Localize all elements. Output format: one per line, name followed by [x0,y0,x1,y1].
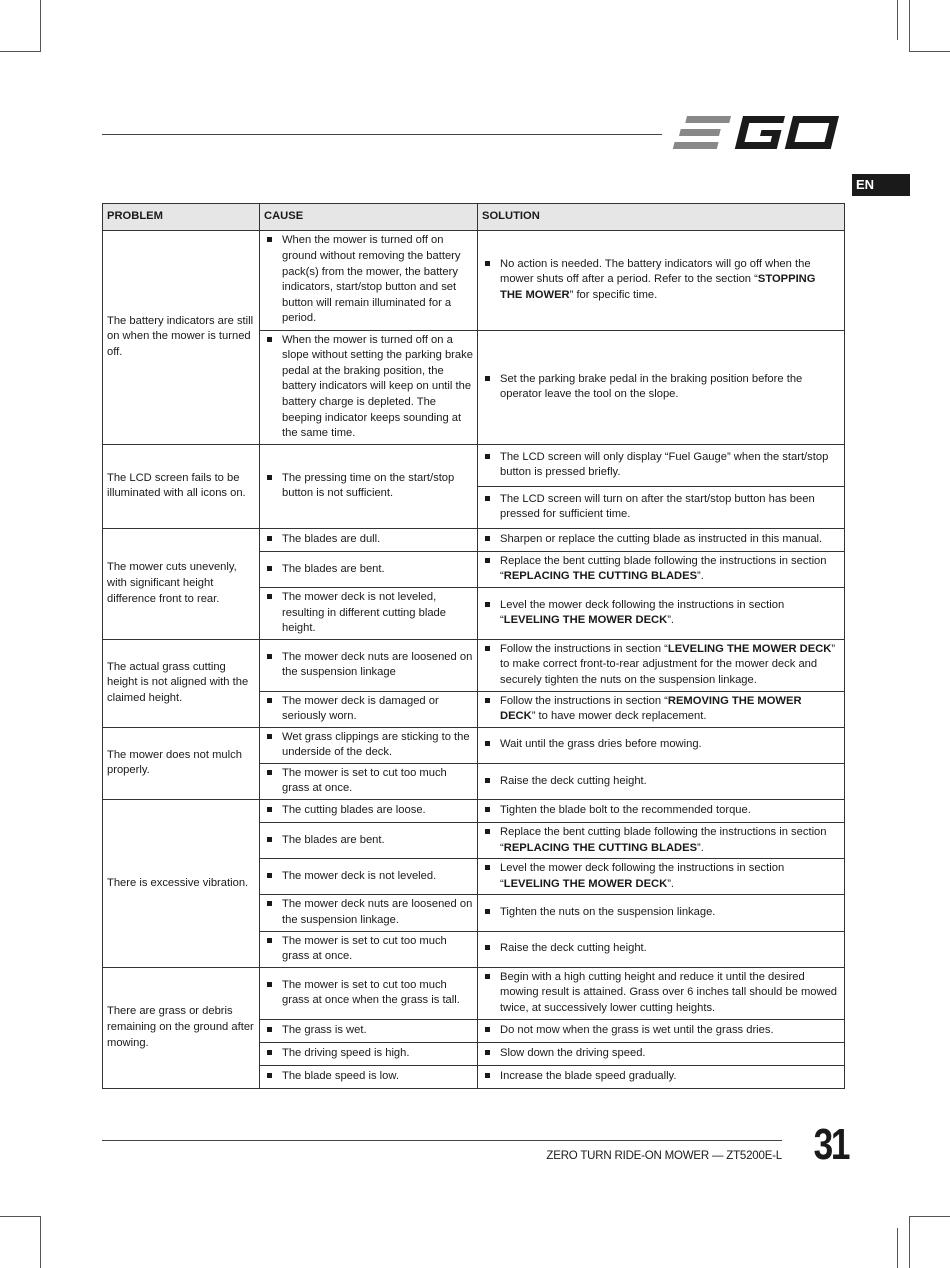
bullet-square-icon [485,1027,490,1032]
bullet-square-icon [267,837,272,842]
crop-mark [909,1216,950,1217]
cause-cell [260,330,478,444]
solution-cell [478,931,845,967]
solution-item [482,492,840,523]
solution-cell [478,895,845,931]
bullet-square-icon [267,938,272,943]
table-row [103,444,845,486]
solution-item [482,598,840,629]
cause-cell [260,859,478,895]
cause-item-text: The mower is set to cut too much grass at once. [282,934,447,963]
solution-item-text: Follow the instructions in section “REMOVING THE MOWER DECK” to have mower deck replacement. [500,694,802,723]
solution-item-text: Level the mower deck following the instructions in section “LEVELING THE MOWER DECK”. [500,598,785,627]
solution-cell [478,444,845,486]
cause-item [264,1069,473,1085]
solution-item-text: Tighten the blade bolt to the recommended torque. [500,804,751,817]
problem-cell: The LCD screen fails to be illuminated with all icons on. [103,444,260,528]
cause-item [264,333,473,442]
solution-item [482,774,840,790]
cause-item [264,694,473,725]
bullet-square-icon [485,829,490,834]
solution-item [482,642,840,689]
solution-item-text: Begin with a high cutting height and reduce it until the desired mowing result is attained. Grass over 6 inches tall should be mowed twice, at successively lower cutting heights. [500,970,838,1014]
bullet-square-icon [485,974,490,979]
bullet-square-icon [267,566,272,571]
cause-cell [260,1042,478,1065]
solution-item [482,861,840,892]
cause-item [264,233,473,327]
solution-item-text: Replace the bent cutting blade following the instructions in section “REPLACING THE CUTTING BLADES”. [500,826,827,854]
solution-cell [478,1065,845,1088]
cause-cell [260,528,478,551]
cause-item [264,978,473,1009]
header-rule [102,134,662,135]
cause-item-text: The blades are bent. [282,562,385,575]
problem-cell: The actual grass cutting height is not aligned with the claimed height. [103,639,260,727]
cause-item-text: The mower deck nuts are loosened on the suspension linkage. [282,898,473,927]
header-problem: PROBLEM [103,204,260,231]
bullet-square-icon [267,982,272,987]
crop-mark [897,1228,898,1268]
cause-item-text: When the mower is turned off on a slope without setting the parking brake pedal at the braking position, the battery indicators will keep on until the battery charge is depleted. The beeping indicator keeps sounding at the same time. [282,333,473,440]
bullet-square-icon [267,734,272,739]
solution-item-text: Set the parking brake pedal in the braking position before the operator leave the tool on the slope. [500,372,803,401]
solution-item-text: Tighten the nuts on the suspension linkage. [500,906,716,919]
solution-item-text: Increase the blade speed gradually. [500,1069,677,1082]
solution-item [482,257,840,304]
cause-item [264,650,473,681]
bullet-square-icon [267,1050,272,1055]
cause-cell [260,931,478,967]
cause-item-text: The mower deck is not leveled. [282,870,437,883]
cause-item [264,532,473,548]
cause-item-text: Wet grass clippings are sticking to the underside of the deck. [282,730,470,759]
solution-item-text: The LCD screen will turn on after the start/stop button has been pressed for sufficient time. [500,492,815,521]
cause-item [264,897,473,928]
solution-cell [478,727,845,763]
bullet-square-icon [267,594,272,599]
cause-item-text: The blades are bent. [282,833,385,846]
bullet-square-icon [267,873,272,878]
bullet-square-icon [267,901,272,906]
solution-item [482,803,840,819]
solution-item-text: Do not mow when the grass is wet until the grass dries. [500,1023,774,1036]
solution-cell [478,639,845,691]
cause-item [264,1046,473,1062]
solution-cell [478,859,845,895]
bullet-square-icon [267,337,272,342]
cause-item-text: The blades are dull. [282,532,381,545]
problem-cell: The battery indicators are still on when the mower is turned off. [103,230,260,444]
cause-item-text: The mower is set to cut too much grass at once. [282,766,447,795]
bullet-square-icon [485,646,490,651]
bullet-square-icon [485,376,490,381]
solution-item [482,554,840,585]
bullet-square-icon [485,558,490,563]
solution-item [482,970,840,1017]
cause-item [264,766,473,797]
language-tab: EN [852,174,910,196]
cause-cell [260,823,478,859]
cause-item-text: When the mower is turned off on ground without removing the battery pack(s) from the mower, the battery indicators, start/stop button and set button will remain illuminated for a period. [282,234,461,325]
crop-mark [0,51,40,52]
footer-title: ZERO TURN RIDE-ON MOWER — ZT5200E-L [546,1150,782,1162]
cause-cell [260,895,478,931]
cause-cell [260,639,478,691]
bullet-square-icon [485,496,490,501]
cause-item [264,803,473,819]
cause-item [264,471,473,502]
solution-cell [478,230,845,330]
crop-mark [40,0,41,52]
crop-mark [909,0,910,52]
crop-mark [0,1216,40,1217]
crop-mark [40,1216,41,1268]
solution-cell [478,486,845,528]
solution-item [482,737,840,753]
cause-cell [260,691,478,727]
solution-item-text: Sharpen or replace the cutting blade as instructed in this manual. [500,532,823,545]
crop-mark [897,0,898,40]
solution-item-text: Raise the deck cutting height. [500,774,647,787]
cause-item-text: The cutting blades are loose. [282,804,426,817]
solution-cell [478,528,845,551]
solution-cell [478,823,845,859]
solution-item [482,372,840,403]
cause-item [264,562,473,578]
solution-item [482,905,840,921]
cause-cell [260,800,478,823]
solution-item-text: Follow the instructions in section “LEVELING THE MOWER DECK” to make correct front-to-rear adjustment for the mower deck and securely tighten the nuts on the suspension linkage. [500,642,836,686]
table-row [103,727,845,763]
bullet-square-icon [485,909,490,914]
solution-cell [478,551,845,587]
bullet-square-icon [267,654,272,659]
bullet-square-icon [267,475,272,480]
solution-item [482,1046,840,1062]
crop-mark [909,51,950,52]
cause-cell [260,551,478,587]
bullet-square-icon [267,1073,272,1078]
solution-cell [478,800,845,823]
solution-cell [478,330,845,444]
cause-item [264,833,473,849]
bullet-square-icon [485,261,490,266]
crop-mark [909,1216,910,1268]
cause-cell [260,967,478,1019]
table-row [103,230,845,330]
solution-cell [478,587,845,639]
bullet-square-icon [485,778,490,783]
solution-item [482,450,840,481]
table-row [103,967,845,1019]
table-row [103,639,845,691]
cause-item [264,869,473,885]
page-number: 31 [813,1120,848,1169]
cause-cell [260,1019,478,1042]
solution-item-text: Raise the deck cutting height. [500,942,647,955]
cause-item-text: The mower is set to cut too much grass at once when the grass is tall. [282,978,460,1007]
cause-item-text: The pressing time on the start/stop button is not sufficient. [282,471,455,500]
header-cause: CAUSE [260,204,478,231]
bullet-square-icon [485,536,490,541]
cause-cell [260,727,478,763]
cause-item-text: The blade speed is low. [282,1069,399,1082]
bullet-square-icon [267,807,272,812]
cause-item-text: The mower deck is not leveled, resulting in different cutting blade height. [282,590,446,635]
cause-item-text: The driving speed is high. [282,1046,410,1059]
solution-item-text: No action is needed. The battery indicators will go off when the mower shuts off after a period. Refer to the section “STOPPING THE MOWER” for specific time. [500,257,816,301]
troubleshooting-table [102,203,845,1089]
problem-cell: There are grass or debris remaining on the ground after mowing. [103,967,260,1088]
bullet-square-icon [485,698,490,703]
table-header-row [103,204,845,231]
cause-cell [260,587,478,639]
footer-rule [102,1140,782,1141]
cause-item-text: The mower deck nuts are loosened on the suspension linkage [282,650,473,679]
cause-item-text: The grass is wet. [282,1023,367,1036]
cause-item-text: The mower deck is damaged or seriously worn. [282,694,439,723]
bullet-square-icon [485,865,490,870]
table-row [103,528,845,551]
ego-logo [672,112,844,154]
cause-cell [260,444,478,528]
problem-cell: The mower does not mulch properly. [103,727,260,799]
bullet-square-icon [267,770,272,775]
solution-cell [478,1042,845,1065]
bullet-square-icon [485,602,490,607]
solution-item [482,694,840,725]
cause-cell [260,1065,478,1088]
solution-item-text: Level the mower deck following the instructions in section “LEVELING THE MOWER DECK”. [500,862,785,890]
solution-item [482,941,840,957]
bullet-square-icon [485,741,490,746]
solution-cell [478,967,845,1019]
solution-cell [478,1019,845,1042]
solution-item [482,532,840,548]
bullet-square-icon [267,1027,272,1032]
bullet-square-icon [267,698,272,703]
cause-item [264,1023,473,1039]
cause-item [264,730,473,761]
cause-item [264,934,473,965]
bullet-square-icon [485,807,490,812]
solution-item [482,1069,840,1085]
solution-cell [478,691,845,727]
problem-cell: The mower cuts unevenly, with significant height difference front to rear. [103,528,260,639]
solution-item-text: Wait until the grass dries before mowing. [500,738,702,751]
solution-item [482,825,840,856]
bullet-square-icon [485,1050,490,1055]
solution-item-text: The LCD screen will only display “Fuel Gauge” when the start/stop button is pressed briefly. [500,450,829,479]
problem-cell: There is excessive vibration. [103,800,260,968]
solution-item-text: Replace the bent cutting blade following the instructions in section “REPLACING THE CUTTING BLADES”. [500,554,827,583]
bullet-square-icon [267,536,272,541]
cause-item [264,590,473,637]
solution-item [482,1023,840,1039]
solution-item-text: Slow down the driving speed. [500,1046,646,1059]
cause-cell [260,230,478,330]
header-solution: SOLUTION [478,204,845,231]
bullet-square-icon [485,1073,490,1078]
table-row [103,800,845,823]
bullet-square-icon [485,454,490,459]
cause-cell [260,763,478,799]
solution-cell [478,763,845,799]
bullet-square-icon [485,945,490,950]
bullet-square-icon [267,237,272,242]
